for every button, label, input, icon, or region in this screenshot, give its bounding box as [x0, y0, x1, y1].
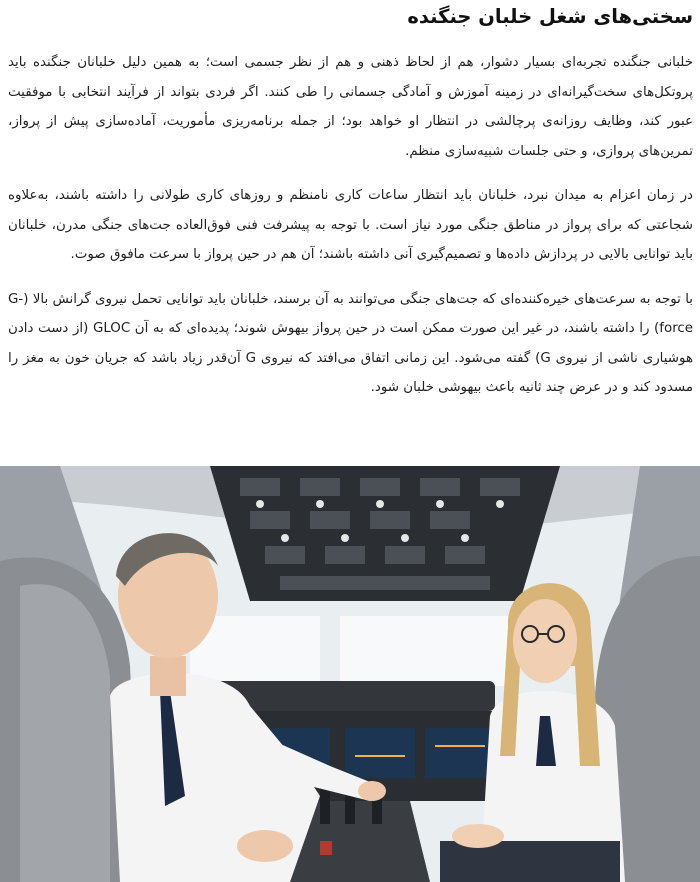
pedestal-red-switch [320, 841, 332, 855]
left-pilot-hand [358, 781, 386, 801]
article-paragraph-2: در زمان اعزام به میدان نبرد، خلبانان باید انتظار ساعات کاری نامنظم و روزهای کاری طولانی را داشته باشند، به‌علاوه شجاعتی که برای پرواز در مناطق جنگی مورد نیاز است. با توجه به پیشرفت فنی فوق‌العاده جت‌های جنگی مدرن، خلبانان باید توانایی بالایی در پردازش داده‌ها و تصمیم‌گیری آنی داشته باشند؛ آن هم در حین پرواز با سرعت مافوق صوت. [8, 188, 693, 262]
article-title: سختی‌های شغل خلبان جنگنده [407, 5, 693, 28]
right-pilot-hands [452, 824, 504, 848]
left-pilot-hand-lower [237, 830, 293, 862]
article-paragraph-3: با توجه به سرعت‌های خیره‌کننده‌ای که جت‌های جنگی می‌توانند به آن برسند، خلبانان باید توانایی تحمل نیروی گرانش بالا (G-force) را داشته باشند، در غیر این صورت ممکن است در حین پرواز بیهوش شوند؛ پدیده‌ای که به آن GLOC (از دست دادن هوشیاری ناشی از نیروی G) گفته می‌شود. این زمانی اتفاق می‌افتد که نیروی G آن‌قدر زیاد باشد که جریان خون به مغز را مسدود کند و در عرض چند ثانیه باعث بیهوشی خلبان شود. [8, 291, 694, 395]
cockpit-window-right [340, 616, 510, 686]
display-3 [345, 728, 415, 778]
right-pilot-trousers [440, 841, 620, 882]
article-paragraph-1: خلبانی جنگنده تجربه‌ای بسیار دشوار، هم از لحاظ ذهنی و هم از نظر جسمی است؛ به همین دلیل خلبانان جنگنده باید پروتکل‌های سخت‌گیرانه‌ای در زمینه آموزش و آمادگی جسمانی را طی کنند. اگر فردی بتواند از فرآیند انتخابی با موفقیت عبور کند، وظایف روزانه‌ی پرچالشی در انتظار او خواهد بود؛ از جمله برنامه‌ریزی مأموریت، آماده‌سازی پیش از پرواز، تمرین‌های پروازی، و حتی جلسات شبیه‌سازی منظم. [8, 55, 693, 159]
left-pilot-neck [150, 656, 186, 696]
article [0, 0, 700, 403]
cockpit-photo-illustration [0, 466, 700, 882]
display-4 [425, 728, 495, 778]
left-seat-cushion [20, 584, 110, 882]
cockpit-photo [0, 466, 700, 882]
right-pilot-face [513, 599, 577, 683]
